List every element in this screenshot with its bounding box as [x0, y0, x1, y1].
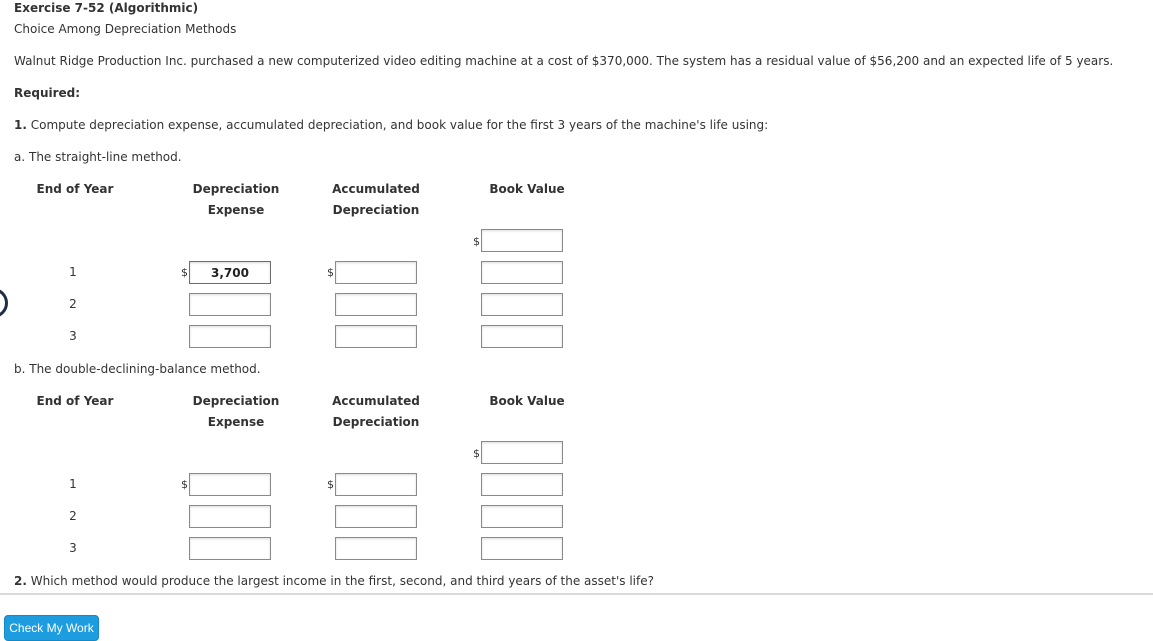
- section-a-row-1-book-value-input[interactable]: [481, 261, 563, 284]
- section-b-header-book-value: Book Value: [489, 394, 565, 408]
- question-2-number: 2.: [14, 574, 27, 588]
- section-a-row-1-accumulated-input[interactable]: [335, 261, 417, 284]
- section-b-initial-book-value-input[interactable]: [481, 441, 563, 464]
- dollar-sign: $: [181, 266, 188, 279]
- section-b-row-1-accumulated-input[interactable]: [335, 473, 417, 496]
- section-b-header-depreciation-expense: [176, 391, 296, 433]
- exercise-title: Exercise 7-52 (Algorithmic): [14, 1, 199, 15]
- header-line: Depreciation: [332, 415, 420, 429]
- section-b-row-1-expense-input[interactable]: [189, 473, 271, 496]
- section-b-row-1-year: 1: [69, 477, 77, 491]
- section-b-row-1-book-value-input[interactable]: [481, 473, 563, 496]
- section-a-row-3-accumulated-input[interactable]: [335, 325, 417, 348]
- section-a-row-3-year: 3: [69, 329, 77, 343]
- question-2-text: Which method would produce the largest income in the first, second, and third years of the asset's life?: [30, 574, 654, 588]
- question-1-text: Compute depreciation expense, accumulated depreciation, and book value for the first 3 years of the machine's life using:: [30, 118, 769, 132]
- section-a-row-1-expense-input[interactable]: [189, 261, 271, 284]
- question-1: [14, 118, 768, 133]
- section-a-row-2-accumulated-input[interactable]: [335, 293, 417, 316]
- section-b-row-3-accumulated-input[interactable]: [335, 537, 417, 560]
- question-2: [14, 574, 654, 589]
- section-b-row-2-book-value-input[interactable]: [481, 505, 563, 528]
- check-my-work-button[interactable]: Check My Work: [4, 615, 99, 641]
- section-a-label: a. The straight-line method.: [14, 150, 182, 164]
- section-a-header-depreciation-expense: [176, 179, 296, 221]
- section-a-row-2-year: 2: [69, 297, 77, 311]
- dollar-sign: $: [473, 235, 480, 248]
- section-a-row-2-book-value-input[interactable]: [481, 293, 563, 316]
- header-line: Accumulated: [332, 394, 420, 408]
- header-line: Depreciation: [192, 394, 280, 408]
- section-b-row-3-expense-input[interactable]: [189, 537, 271, 560]
- header-line: Expense: [207, 415, 265, 429]
- section-b-row-2-expense-input[interactable]: [189, 505, 271, 528]
- header-line: Depreciation: [192, 182, 280, 196]
- section-a-row-1-year: 1: [69, 265, 77, 279]
- header-line: Expense: [207, 203, 265, 217]
- dollar-sign: $: [181, 478, 188, 491]
- header-line: Accumulated: [332, 182, 420, 196]
- required-label: Required:: [14, 86, 81, 100]
- section-a-header-book-value: Book Value: [489, 182, 565, 196]
- section-b-label: b. The double-declining-balance method.: [14, 362, 261, 376]
- section-b-row-3-book-value-input[interactable]: [481, 537, 563, 560]
- section-b-row-2-accumulated-input[interactable]: [335, 505, 417, 528]
- problem-description: Walnut Ridge Production Inc. purchased a new computerized video editing machine at a cost of $370,000. The system has a residual value of $56,200 and an expected life of 5 years.: [14, 54, 1114, 68]
- section-a-header-end-of-year: End of Year: [36, 182, 114, 196]
- section-a-row-3-book-value-input[interactable]: [481, 325, 563, 348]
- section-b-header-accumulated-depreciation: [316, 391, 436, 433]
- exercise-subtitle: Choice Among Depreciation Methods: [14, 22, 237, 36]
- section-a-initial-book-value-input[interactable]: [481, 229, 563, 252]
- dollar-sign: $: [327, 478, 334, 491]
- side-indicator-circle: [0, 288, 8, 318]
- section-b-row-3-year: 3: [69, 541, 77, 555]
- section-b-header-end-of-year: End of Year: [36, 394, 114, 408]
- section-divider: [0, 593, 1153, 595]
- section-a-row-2-expense-input[interactable]: [189, 293, 271, 316]
- question-1-number: 1.: [14, 118, 27, 132]
- dollar-sign: $: [473, 447, 480, 460]
- dollar-sign: $: [327, 266, 334, 279]
- section-a-row-3-expense-input[interactable]: [189, 325, 271, 348]
- section-b-row-2-year: 2: [69, 509, 77, 523]
- section-a-header-accumulated-depreciation: [316, 179, 436, 221]
- header-line: Depreciation: [332, 203, 420, 217]
